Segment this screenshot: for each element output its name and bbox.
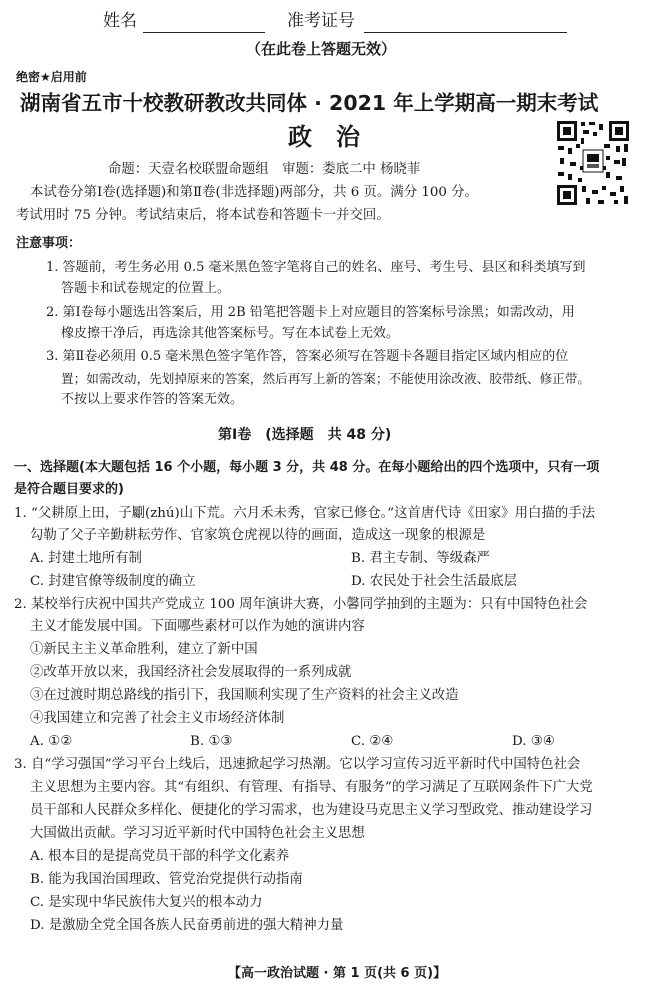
exam-title: 湖南省五市十校教研教改共同体 · 2021 年上学期高一期末考试 — [20, 91, 599, 115]
name-blank — [143, 32, 265, 33]
note-2-line-1: 2. 第Ⅰ卷每小题选出答案后，用 2B 铅笔把答题卡上对应题目的答案标号涂黑；如需改动，用 — [46, 305, 575, 320]
exam-id-blank — [364, 32, 567, 33]
name-label: 姓名 — [103, 11, 137, 31]
note-2-line-2: 橡皮擦干净后，再选涂其他答案标号。写在本试卷上无效。 — [61, 326, 400, 341]
q3-option-b: B. 能为我国治国理政、管党治党提供行动指南 — [30, 872, 303, 887]
q3-option-a: A. 根本目的是提高党员干部的科学文化素养 — [30, 849, 290, 864]
note-1-line-2: 答题卡和试卷规定的位置上。 — [61, 281, 231, 296]
q2-option-c: C. ②④ — [351, 734, 394, 749]
intro-line-2: 考试用时 75 分钟。考试结束后，将本试卷和答题卡一并交回。 — [16, 208, 390, 223]
q2-stem-line-1: 2. 某校举行庆祝中国共产党成立 100 周年演讲大赛，小馨同学抽到的主题为：只有中国特色社会 — [14, 597, 588, 612]
invalid-note: （在此卷上答题无效） — [246, 40, 397, 58]
q1-option-c: C. 封建官僚等级制度的确立 — [30, 574, 196, 589]
q3-stem-line-4: 大国做出贡献。学习习近平新时代中国特色社会主义思想 — [30, 826, 365, 841]
author-line: 命题：天壹名校联盟命题组 审题：娄底二中 杨晓菲 — [108, 162, 421, 177]
note-3-line-3: 不按以上要求作答的答案无效。 — [61, 392, 244, 407]
section-1-instruction-line-1: 一、选择题(本大题包括 16 个小题，每小题 3 分，共 48 分。在每小题给出的四个选项中，只有一项 — [14, 460, 600, 475]
q2-option-d: D. ③④ — [512, 734, 555, 749]
section-1-title: 第Ⅰ卷 (选择题 共 48 分) — [218, 427, 392, 443]
secret-label: 绝密★启用前 — [16, 70, 87, 84]
q1-option-d: D. 农民处于社会生活最底层 — [351, 574, 518, 589]
q1-stem-line-1: 1. “父耕原上田，子劚(zhú)山下荒。六月禾未秀，官家已修仓。”这首唐代诗《田家》用白描的手法 — [14, 506, 596, 521]
q3-option-c: C. 是实现中华民族伟大复兴的根本动力 — [30, 895, 263, 910]
q2-statement-1: ①新民主主义革命胜利，建立了新中国 — [30, 642, 258, 657]
subject-title: 政 治 — [288, 123, 360, 151]
intro-line-1: 本试卷分第Ⅰ卷(选择题)和第Ⅱ卷(非选择题)两部分，共 6 页。满分 100 分。 — [30, 185, 478, 200]
q1-stem-line-2: 勾勒了父子辛勤耕耘劳作、官家筑仓虎视以待的画面，造成这一现象的根源是 — [30, 528, 486, 543]
section-1-instruction-line-2: 是符合题目要求的) — [14, 482, 124, 497]
q2-option-b: B. ①③ — [190, 734, 233, 749]
q2-stem-line-2: 主义才能发展中国。下面哪些素材可以作为她的演讲内容 — [30, 619, 365, 634]
notes-title: 注意事项： — [16, 236, 82, 251]
q3-stem-line-2: 主义思想为主要内容。其“有组织、有管理、有指导、有服务”的学习满足了互联网条件下广大党 — [30, 780, 593, 795]
q2-option-a: A. ①② — [30, 734, 73, 749]
exam-id-label: 准考证号 — [287, 11, 355, 31]
q3-stem-line-1: 3. 自“学习强国”学习平台上线后，迅速掀起学习热潮。它以学习宣传习近平新时代中国特色社会 — [14, 757, 581, 772]
qr-code — [556, 120, 630, 206]
q1-option-a: A. 封建土地所有制 — [30, 551, 142, 566]
note-3-line-2: 置；如需改动，先划掉原来的答案，然后再写上新的答案；不能使用涂改液、胶带纸、修正带。 — [61, 371, 590, 386]
note-1-line-1: 1. 答题前，考生务必用 0.5 毫米黑色签字笔将自己的姓名、座号、考生号、县区和科类填写到 — [46, 260, 586, 275]
q3-option-d: D. 是激励全党全国各族人民奋勇前进的强大精神力量 — [30, 918, 344, 933]
q2-statement-3: ③在过渡时期总路线的指引下，我国顺利实现了生产资料的社会主义改造 — [30, 688, 459, 703]
q1-option-b: B. 君主专制、等级森严 — [351, 551, 490, 566]
note-3-line-1: 3. 第Ⅱ卷必须用 0.5 毫米黑色签字笔作答，答案必须写在答题卡各题目指定区域内相应的位 — [46, 349, 569, 364]
q2-statement-4: ④我国建立和完善了社会主义市场经济体制 — [30, 711, 285, 726]
q3-stem-line-3: 员干部和人民群众多样化、便捷化的学习需求，也为建设马克思主义学习型政党、推动建设学习 — [30, 803, 593, 818]
page-footer: 【高一政治试题 · 第 1 页(共 6 页)】 — [228, 966, 447, 981]
q2-statement-2: ②改革开放以来，我国经济社会发展取得的一系列成就 — [30, 665, 352, 680]
